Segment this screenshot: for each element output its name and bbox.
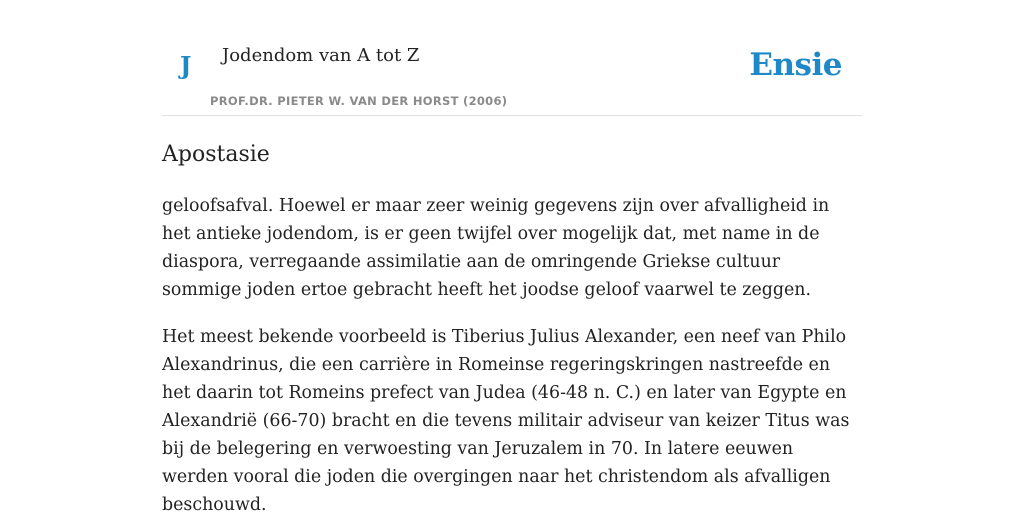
article-paragraph-2: Het meest bekende voorbeeld is Tiberius Julius Alexander, een neef van Philo Alexandrinus, die een carrière in Romeinse regeringskringen nastreefde en het daarin tot Romeins prefect van Judea (46-48 n. C.) en later van Egypte en Alexandrië (66-70) bracht en die tevens militair adviseur van keizer Titus was bij de belegering en verwoesting van Jeruzalem in 70. In latere eeuwen werden vooral die joden die overgingen naar het christendom als afvalligen beschouwd. [162,327,850,516]
entry-title: Apostasie [162,142,270,167]
book-title-link[interactable]: Jodendom van A tot Z [222,45,420,66]
page-header [162,0,862,116]
book-author: PROF.DR. PIETER W. VAN DER HORST (2006) [210,94,508,108]
ensie-logo[interactable]: Ensie [749,47,842,83]
book-logo-icon[interactable]: J [180,51,192,80]
article-paragraph-1: geloofsafval. Hoewel er maar zeer weinig gegevens zijn over afvalligheid in het antieke jodendom, is er geen twijfel over mogelijk dat, met name in de diaspora, verregaande assimilatie aan de omringende Griekse cultuur sommige joden ertoe gebracht heeft het joodse geloof vaarwel te zeggen. [162,196,830,301]
page-container [162,0,862,519]
